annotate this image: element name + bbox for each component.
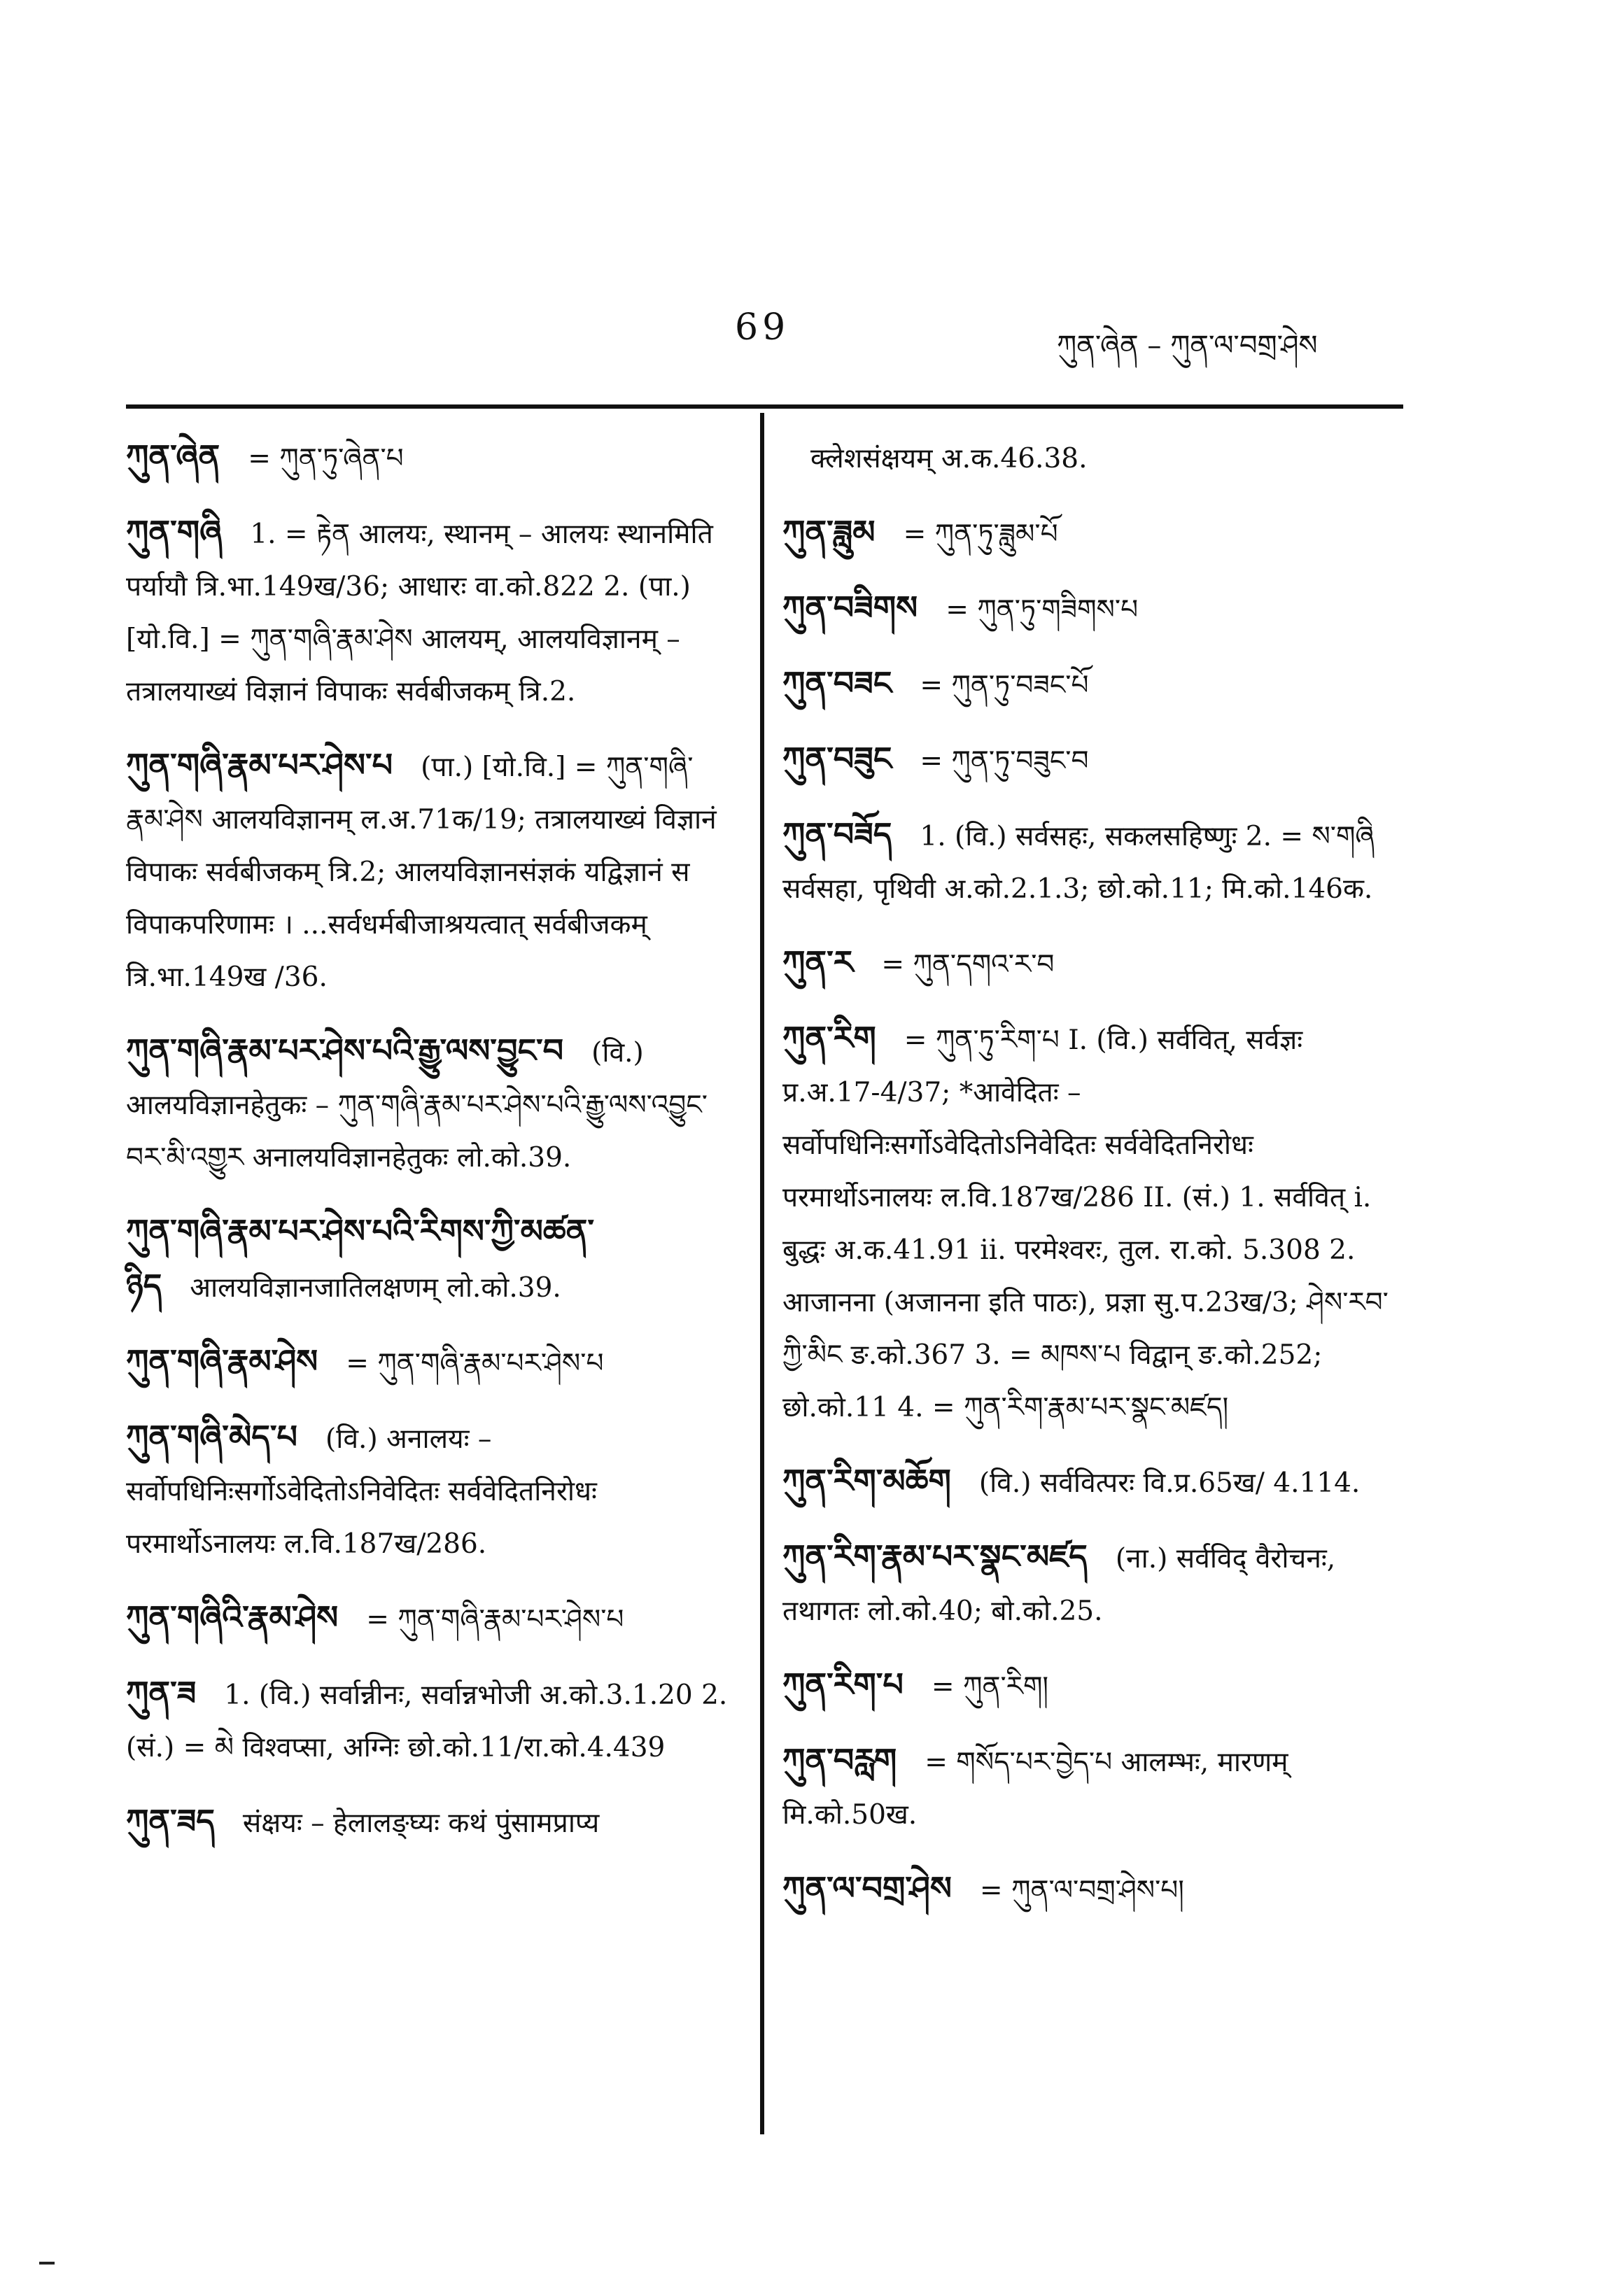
entry-definition: आलयविज्ञानजातिलक्षणम् लो.को.39.: [190, 1272, 561, 1304]
dictionary-entry: [126, 1335, 735, 1390]
dictionary-entry: [126, 739, 735, 1003]
page-number: 69: [735, 307, 790, 348]
entry-definition: = ཀུན་རིག།: [931, 1671, 1049, 1703]
dictionary-entry: [782, 808, 1398, 915]
dictionary-entry: [782, 733, 1398, 787]
entry-headword: ཀུན་གཞིའི་རྣམ་ཤེས: [126, 1598, 339, 1636]
entry-headword: ཀུན་ར: [782, 943, 854, 981]
entry-definition: (वि.) अनालयः – सर्वोपधिनिःसर्गोऽवेदितोऽनिवेदितः सर्ववेदितनिरोधः परमार्थोऽनालयः ल.वि.187ख/286.: [126, 1423, 597, 1560]
entry-headword: ཀུན་ཟད: [126, 1802, 215, 1840]
entry-headword: ཀུན་གཞི: [126, 513, 223, 551]
entry-definition: 1. (वि.) सर्वसहः, सकलसहिष्णुः 2. = ས་གཞི सर्वसहा, पृथिवी अ.को.2.1.3; छो.को.11; मि.को.146क.: [782, 821, 1375, 905]
entry-headword: ཀུན་ཟླུམ: [782, 513, 876, 551]
dictionary-entry: [126, 1591, 735, 1646]
dictionary-entry: [782, 936, 1398, 991]
entry-headword: ཀུན་བཟིགས: [782, 589, 918, 626]
entry-headword: ཀུན་གཞི་རྣམ་པར་ཤེས་པའི་རྒྱུ་ལས་བྱུང་བ: [126, 1031, 564, 1069]
dictionary-entry: [782, 506, 1398, 561]
entry-definition: = ཀུན་ཏུ་ཟླུམ་པོ: [903, 519, 1058, 550]
entry-definition: = ཀུན་ལ་བགྲ་ཤེས་པ།: [979, 1875, 1184, 1906]
dictionary-entry: [126, 1795, 735, 1850]
entry-headword: ཀུན་གཞི་མེད་པ: [126, 1418, 298, 1456]
entry-definition: = ཀུན་ཏུ་བཟུང་བ: [920, 745, 1089, 777]
entry-definition: = ཀུན་དགའ་ར་བ: [881, 949, 1055, 980]
dictionary-entry: [782, 1530, 1398, 1638]
entry-headword: ཀུན་བརླག: [782, 1741, 897, 1779]
entry-headword: ཀུན་ལ་བགྲ་ཤེས: [782, 1869, 952, 1907]
entry-headword: ཀུན་བཟུང: [782, 740, 892, 777]
dictionary-entry: [126, 506, 735, 718]
dictionary-entry: [126, 1024, 735, 1184]
entry-headword: ཀུན་རིག་མཆོག: [782, 1462, 951, 1500]
right-column: [782, 430, 1398, 1938]
dictionary-entry: [782, 657, 1398, 712]
entry-headword: ཀུན་ཟ: [126, 1674, 197, 1712]
dictionary-entry: [126, 1205, 735, 1314]
dictionary-entry: [782, 430, 1398, 485]
entry-headword: ཀུན་ཞེན: [126, 437, 220, 475]
entry-definition: (ना.) सर्वविद् वैरोचनः, तथागतः लो.को.40; बो.को.25.: [782, 1543, 1336, 1627]
entry-definition: = ཀུན་ཏུ་ཞེན་པ: [248, 443, 404, 474]
entry-headword: ཀུན་རིག: [782, 1019, 876, 1057]
entry-headword: ཀུན་རིག་པ: [782, 1665, 904, 1703]
entry-definition: 1. = རྟེན आलयः, स्थानम् – आलयः स्थानमिति पर्यायौ त्रि.भा.149ख/36; आधारः वा.को.822 2. (पा.) [यो.वि.] = ཀུན་གཞི་རྣམ་ཤེས आलयम्, आलयविज्ञानम् – तत्रालयाख्यं विज्ञानं विपाकः सर्वबीजकम् त्रि.2.: [126, 519, 713, 707]
dictionary-entry: [782, 1658, 1398, 1713]
entry-definition: संक्षयः – हेलालङ्घ्यः कथं पुंसामप्राप्य: [242, 1808, 600, 1839]
left-column: [126, 430, 735, 1871]
entry-definition: = ཀུན་ཏུ་གཟིགས་པ: [946, 594, 1139, 626]
dictionary-entry: [126, 430, 735, 485]
dictionary-entry: [782, 1862, 1398, 1917]
entry-definition: क्लेशसंक्षयम् अ.क.46.38.: [810, 443, 1088, 474]
dictionary-entry: [782, 1012, 1398, 1434]
dictionary-entry: [126, 1667, 735, 1774]
entry-headword: ཀུན་བཟོད: [782, 815, 892, 853]
margin-mark: [39, 2262, 55, 2265]
entry-headword: ཀུན་བཟང: [782, 664, 892, 702]
entry-definition: = ཀུན་ཏུ་རིག་པ I. (वि.) सर्ववित्, सर्वज्ञः प्र.अ.17-4/37; *आवेदितः – सर्वोपधिनिःसर्गोऽवेदितोऽनिवेदितः सर्ववेदितनिरोधः परमार्थोऽनालयः ल.वि.187ख/286 II. (सं.) 1. सर्ववित् i. बुद्धः अ.क.41.91 ii. परमेश्वरः, तुल. रा.को. 5.308 2. आजानना (अजानना इति पाठः), प्रज्ञा सु.प.23ख/3; ཤེས་རབ་ཀྱི་མིང ङ.को.367 3. = མཁས་པ विद्वान् ङ.को.252; छो.को.11 4. = ཀུན་རིག་རྣམ་པར་སྣང་མཛད།: [782, 1024, 1389, 1423]
dictionary-entry: [782, 582, 1398, 636]
entry-definition: (वि.) आलयविज्ञानहेतुकः – ཀུན་གཞི་རྣམ་པར་ཤེས་པའི་རྒྱུ་ལས་འབྱུང་བར་མི་འགྱུར अनालयविज्ञानहेतुकः लो.को.39.: [126, 1037, 708, 1174]
entry-definition: = གསོད་པར་བྱེད་པ आलम्भः, मारणम् मि.को.50ख.: [782, 1747, 1288, 1831]
entry-headword: ཀུན་གཞི་རྣམ་པར་ཤེས་པའི་རིགས་ཀྱི་མཚན་ཉིད: [126, 1212, 594, 1304]
entry-headword: ཀུན་རིག་རྣམ་པར་སྣང་མཛད: [782, 1537, 1088, 1575]
entry-definition: (पा.) [यो.वि.] = ཀུན་གཞི་རྣམ་ཤེས आलयविज्ञानम् ल.अ.71क/19; तत्रालयाख्यं विज्ञानं विपाकः सर्वबीजकम् त्रि.2; आलयविज्ञानसंज्ञकं यद्विज्ञानं स विपाकपरिणामः । ...सर्वधर्मबीजाश्रयत्वात् सर्वबीजकम् त्रि.भा.149ख /36.: [126, 752, 717, 993]
running-head: ཀུན་ཞེན – ཀུན་ལ་བགྲ་ཤེས: [1057, 330, 1318, 362]
entry-headword: ཀུན་གཞི་རྣམ་ཤེས: [126, 1342, 318, 1380]
entry-definition: (वि.) सर्ववित्परः वि.प्र.65ख/ 4.114.: [978, 1467, 1361, 1499]
entry-definition: = ཀུན་གཞི་རྣམ་པར་ཤེས་པ: [366, 1604, 624, 1635]
entry-definition: = ཀུན་གཞི་རྣམ་པར་ཤེས་པ: [346, 1348, 604, 1379]
entry-headword: ཀུན་གཞི་རྣམ་པར་ཤེས་པ: [126, 746, 393, 784]
header-rule: [126, 404, 1403, 409]
column-divider: [760, 413, 764, 2134]
dictionary-entry: [782, 1455, 1398, 1509]
entry-definition: = ཀུན་ཏུ་བཟང་པོ: [920, 670, 1089, 701]
entry-definition: 1. (वि.) सर्वान्नीनः, सर्वान्नभोजी अ.को.3.1.20 2. (सं.) = མེ विश्वप्सा, अग्निः छो.को.11/रा.को.4.439: [126, 1679, 728, 1763]
dictionary-entry: [126, 1411, 735, 1570]
dictionary-entry: [782, 1734, 1398, 1841]
